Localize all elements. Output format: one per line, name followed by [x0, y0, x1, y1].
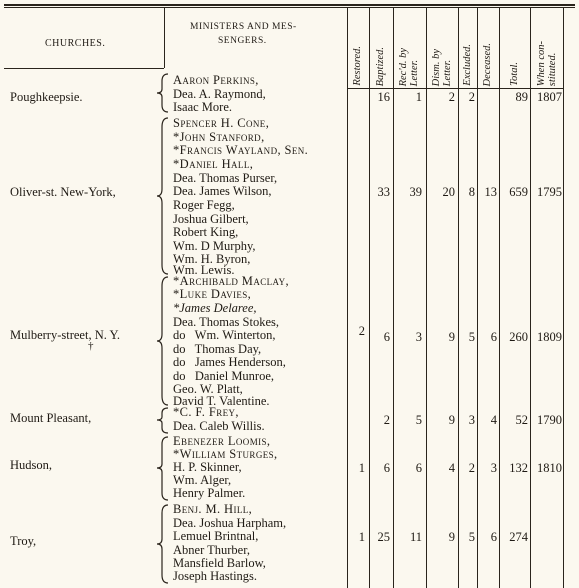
- minister-line: Joshua Gilbert,: [173, 212, 249, 226]
- minister-line: Benj. M. Hill,: [173, 502, 253, 516]
- dismissed-value: 4: [448, 461, 455, 475]
- received-value: 1: [415, 90, 422, 104]
- minister-line: Abner Thurber,: [173, 543, 251, 557]
- minister-line: *Daniel Hall,: [173, 157, 254, 171]
- excluded-value: 3: [468, 413, 475, 427]
- brace: [156, 407, 170, 434]
- header-rule: [4, 68, 164, 69]
- church-name: Hudson,: [10, 458, 53, 472]
- header-baptized: Baptized.: [375, 46, 387, 86]
- top-rule: [4, 4, 575, 6]
- brace: [156, 276, 170, 406]
- minister-line: *William Sturges,: [173, 447, 278, 461]
- header-total: Total.: [509, 62, 521, 86]
- minister-line: Robert King,: [173, 225, 239, 239]
- constituted-value: 1807: [537, 90, 562, 104]
- minister-line: Ebenezer Loomis,: [173, 434, 271, 448]
- minister-line: Geo. W. Platt,: [173, 382, 243, 396]
- header-ministers-line1: MINISTERS AND MES-: [190, 22, 297, 32]
- minister-line: *Luke Davies,: [173, 287, 252, 301]
- baptized-value: 33: [377, 185, 390, 199]
- minister-line: do James Henderson,: [173, 355, 286, 369]
- col-rule-baptized: [393, 8, 394, 588]
- brace: [156, 504, 170, 584]
- church-name: Oliver-st. New-York,: [10, 185, 116, 199]
- dismissed-value: 2: [448, 90, 455, 104]
- total-value: 89: [515, 90, 528, 104]
- minister-line: Mansfield Barlow,: [173, 556, 266, 570]
- col-rule-ministers: [347, 8, 348, 588]
- received-value: 3: [415, 330, 422, 344]
- received-value: 5: [415, 413, 422, 427]
- header-ministers-line2: SENGERS.: [218, 36, 267, 46]
- minister-line: *James Delaree,: [173, 301, 257, 315]
- col-rule-excluded: [477, 8, 478, 588]
- constituted-value: 1809: [537, 330, 562, 344]
- minister-line: *Archibald Maclay,: [173, 274, 290, 288]
- total-value: 132: [509, 461, 528, 475]
- header-received: Rec'd. by Letter.: [397, 47, 420, 86]
- header-dismissed: Dism. by Letter.: [430, 48, 453, 86]
- church-name: Troy,: [10, 534, 37, 548]
- minister-line: Dea. Caleb Willis.: [173, 419, 265, 433]
- received-value: 11: [409, 530, 422, 544]
- restored-value: 1: [358, 530, 365, 544]
- minister-line: do Wm. Winterton,: [173, 328, 276, 342]
- minister-line: Spencer H. Cone,: [173, 116, 270, 130]
- church-name: Mulberry-street, N. Y.: [10, 328, 121, 342]
- minister-line: Aaron Perkins,: [173, 73, 259, 87]
- deceased-value: 4: [490, 413, 497, 427]
- header-churches: CHURCHES.: [45, 38, 106, 49]
- total-value: 274: [509, 530, 528, 544]
- baptized-value: 16: [377, 90, 390, 104]
- col-rule-received: [426, 8, 427, 588]
- dismissed-value: 20: [442, 185, 455, 199]
- dismissed-value: 9: [448, 413, 455, 427]
- minister-line: David T. Valentine.: [173, 394, 270, 408]
- deceased-value: 3: [490, 461, 497, 475]
- excluded-value: 2: [468, 461, 475, 475]
- brace: [156, 436, 170, 501]
- minister-line: *John Stanford,: [173, 130, 265, 144]
- minister-line: *C. F. Frey,: [173, 405, 239, 419]
- dismissed-value: 9: [448, 530, 455, 544]
- minister-line: Henry Palmer.: [173, 486, 246, 500]
- baptized-value: 6: [383, 330, 390, 344]
- col-rule-restored: [369, 8, 370, 588]
- minister-line: *Francis Wayland, Sen.: [173, 143, 309, 157]
- baptized-value: 6: [383, 461, 390, 475]
- col-rule-total: [530, 8, 531, 588]
- minister-line: do Daniel Munroe,: [173, 369, 275, 383]
- minister-line: Dea. James Wilson,: [173, 184, 272, 198]
- total-value: 52: [515, 413, 528, 427]
- header-constituted: When con- stituted.: [535, 40, 558, 86]
- minister-line: Wm. Alger,: [173, 473, 232, 487]
- minister-line: Joseph Hastings.: [173, 569, 258, 583]
- constituted-value: 1810: [537, 461, 562, 475]
- church-name: Poughkeepsie.: [10, 90, 83, 104]
- constituted-value: 1790: [537, 413, 562, 427]
- excluded-value: 5: [468, 530, 475, 544]
- minister-line: Dea. Joshua Harpham,: [173, 516, 287, 530]
- received-value: 6: [415, 461, 422, 475]
- restored-value: 1: [358, 461, 365, 475]
- excluded-value: 5: [468, 330, 475, 344]
- excluded-value: 2: [468, 90, 475, 104]
- dismissed-value: 9: [448, 330, 455, 344]
- minister-line: Dea. Thomas Stokes,: [173, 315, 280, 329]
- minister-line: Dea. A. Raymond,: [173, 87, 266, 101]
- minister-line: Roger Fegg,: [173, 198, 235, 212]
- minister-line: Wm. D Murphy,: [173, 239, 256, 253]
- minister-line: Lemuel Brintnal,: [173, 529, 259, 543]
- header-deceased: Deceased.: [482, 42, 494, 86]
- col-rule-constituted: [563, 8, 564, 588]
- minister-line: Wm. H. Byron,: [173, 252, 251, 266]
- received-value: 39: [409, 185, 422, 199]
- church-mark: †: [88, 340, 94, 352]
- total-value: 260: [509, 330, 528, 344]
- constituted-value: 1795: [537, 185, 562, 199]
- header-restored: Restored.: [352, 46, 364, 86]
- deceased-value: 6: [490, 530, 497, 544]
- col-rule-deceased: [499, 8, 500, 588]
- baptized-value: 2: [383, 413, 390, 427]
- minister-line: H. P. Skinner,: [173, 460, 242, 474]
- minister-line: Dea. Thomas Purser,: [173, 171, 278, 185]
- minister-line: do Thomas Day,: [173, 342, 262, 356]
- col-rule-churches: [164, 8, 165, 68]
- restored-value: 2: [358, 324, 365, 338]
- excluded-value: 8: [468, 185, 475, 199]
- total-value: 659: [509, 185, 528, 199]
- minister-line: Wm. Lewis.: [173, 263, 235, 277]
- church-name: Mount Pleasant,: [10, 411, 92, 425]
- deceased-value: 13: [484, 185, 497, 199]
- header-excluded: Excluded.: [462, 44, 474, 86]
- brace: [156, 73, 170, 113]
- brace: [156, 117, 170, 275]
- deceased-value: 6: [490, 330, 497, 344]
- baptized-value: 25: [377, 530, 390, 544]
- minister-line: Isaac More.: [173, 100, 232, 114]
